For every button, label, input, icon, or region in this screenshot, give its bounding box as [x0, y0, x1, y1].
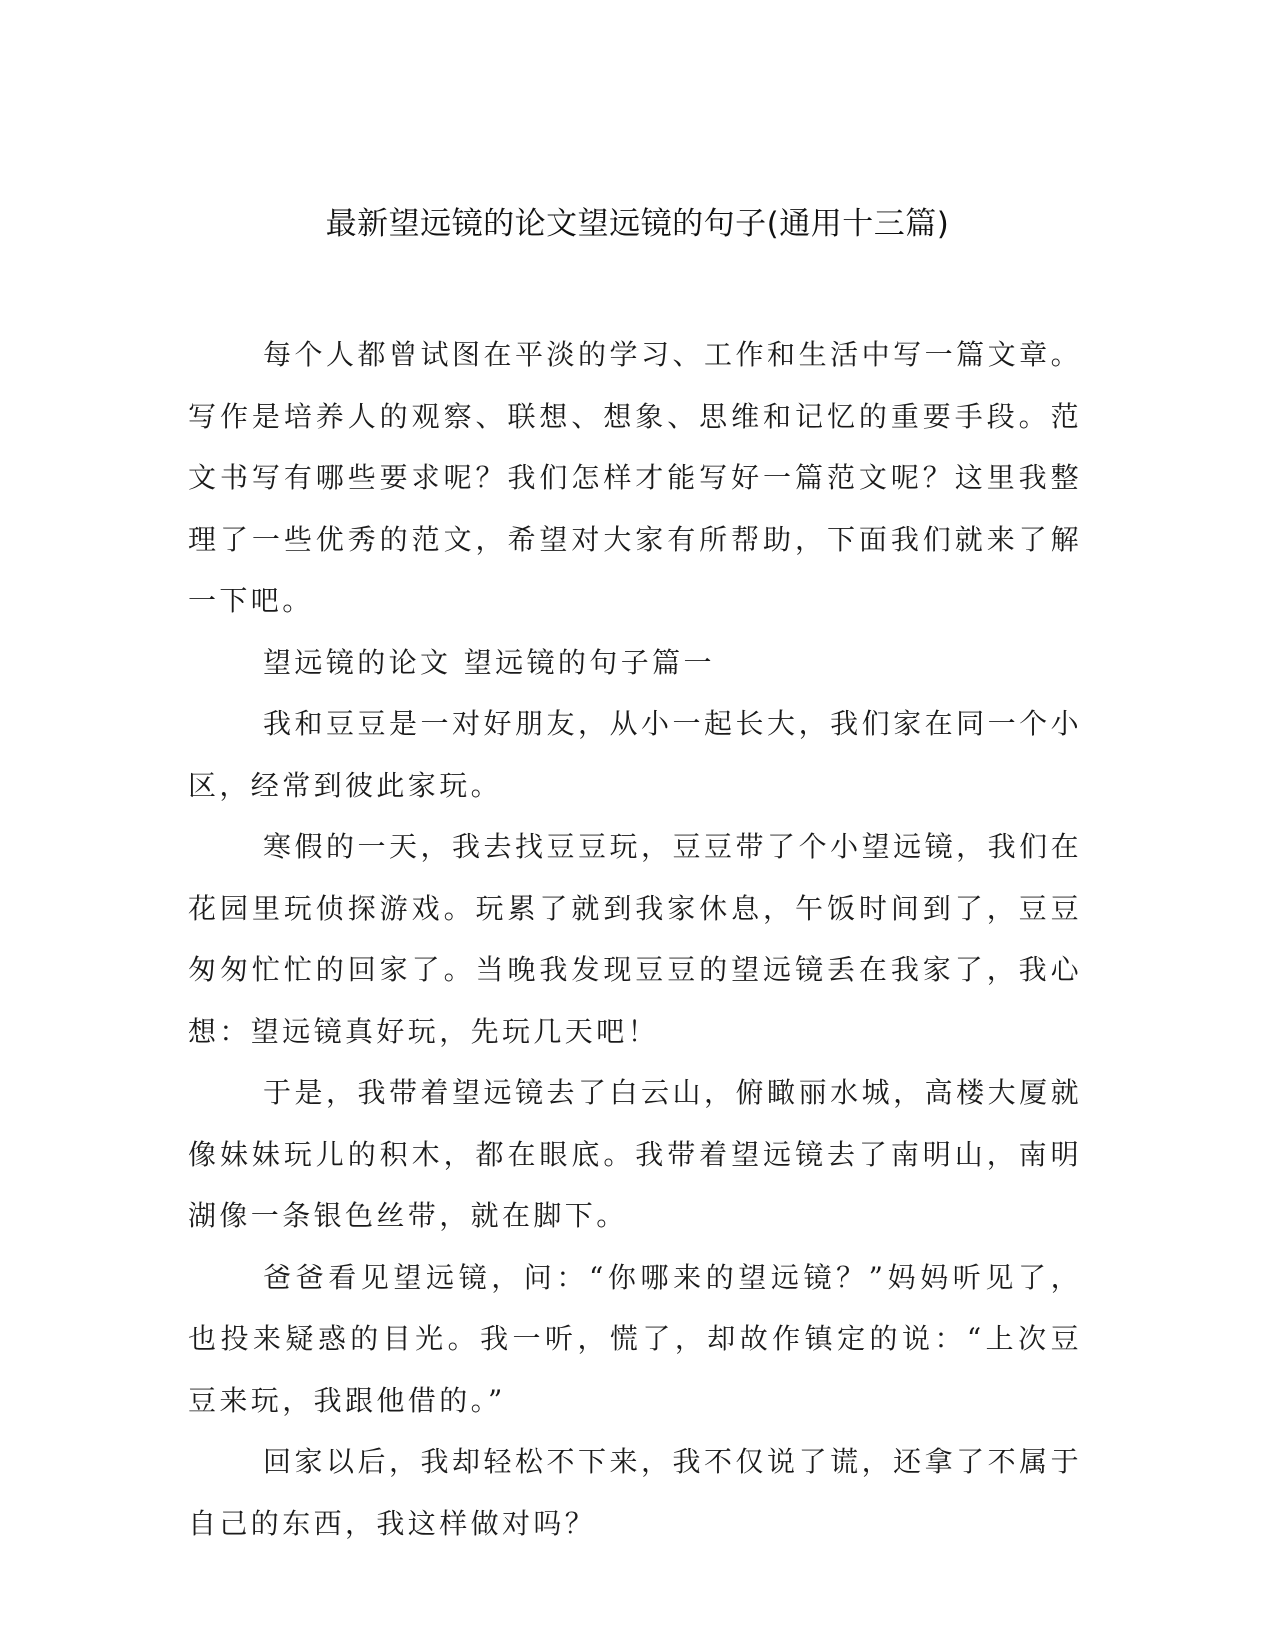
document-title: 最新望远镜的论文望远镜的句子(通用十三篇): [325, 206, 950, 242]
body-paragraph: 回家以后，我却轻松不下来，我不仅说了谎，还拿了不属于自己的东西，我这样做对吗？: [188, 1445, 1082, 1540]
body-paragraph: 寒假的一天，我去找豆豆玩，豆豆带了个小望远镜，我们在花园里玩侦探游戏。玩累了就到我家休息，午饭时间到了，豆豆匆匆忙忙的回家了。当晚我发现豆豆的望远镜丢在我家了，我心想：望远镜真好玩，先玩几天吧！: [188, 830, 1082, 1048]
intro-paragraph: 每个人都曾试图在平淡的学习、工作和生活中写一篇文章。写作是培养人的观察、联想、想象、思维和记忆的重要手段。范文书写有哪些要求呢？我们怎样才能写好一篇范文呢？这里我整理了一些优秀的范文，希望对大家有所帮助，下面我们就来了解一下吧。: [188, 338, 1082, 617]
body-paragraph: 于是，我带着望远镜去了白云山，俯瞰丽水城，高楼大厦就像妹妹玩儿的积木，都在眼底。我带着望远镜去了南明山，南明湖像一条银色丝带，就在脚下。: [188, 1076, 1082, 1232]
document-body: [188, 324, 1082, 1554]
section-heading: 望远镜的论文 望远镜的句子篇一: [263, 645, 715, 679]
body-paragraph: 我和豆豆是一对好朋友，从小一起长大，我们家在同一个小区，经常到彼此家玩。: [188, 707, 1082, 802]
body-paragraph: 爸爸看见望远镜，问：“你哪来的望远镜？”妈妈听见了，也投来疑惑的目光。我一听，慌了，却故作镇定的说：“上次豆豆来玩，我跟他借的。”: [188, 1260, 1082, 1417]
